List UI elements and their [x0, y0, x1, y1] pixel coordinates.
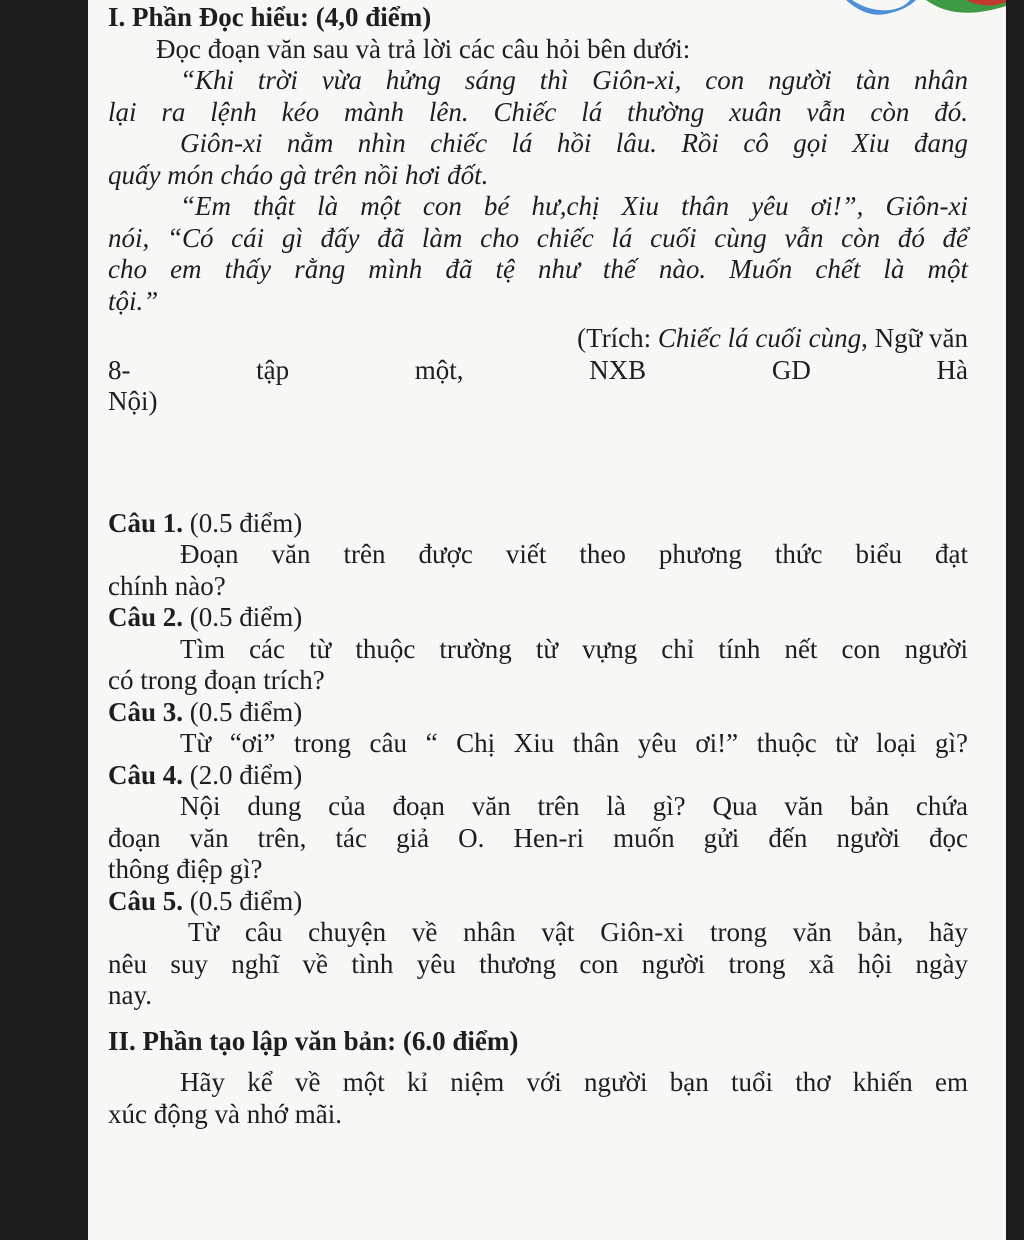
- question-5: [108, 886, 968, 1012]
- source-citation: [108, 323, 968, 355]
- question-points: (2.0 điểm): [183, 759, 303, 790]
- question-text: chính nào?: [108, 570, 226, 601]
- source-word: GD: [771, 354, 811, 385]
- question-2: [108, 602, 968, 697]
- source-word: NXB: [589, 354, 647, 385]
- question-text: đoạn văn trên, tác giả O. Hen-ri muốn gửi đến người đọc: [108, 822, 968, 853]
- question-text: Từ “ơi” trong câu “ Chị Xiu thân yêu ơi!” thuộc từ loại gì?: [180, 728, 968, 758]
- question-text: Đoạn văn trên được viết theo phương thức biểu đạt: [180, 539, 968, 569]
- question-text: Tìm các từ thuộc trường từ vựng chỉ tính nết con người: [180, 633, 968, 664]
- question-points: (0.5 điểm): [183, 696, 303, 727]
- question-label: Câu 1.: [108, 507, 184, 538]
- passage-line: lại ra lệnh kéo mành lên. Chiếc lá thường xuân vẫn còn đó.: [108, 96, 968, 127]
- reading-passage: [108, 65, 968, 317]
- document-page: [88, 0, 1006, 1240]
- passage-line: quấy món cháo gà trên nồi hơi đốt.: [108, 159, 489, 190]
- part2-task: Hãy kể về một kỉ niệm với người bạn tuổi thơ khiến em: [180, 1067, 968, 1097]
- instruction-text: Đọc đoạn văn sau và trả lời các câu hỏi bên dưới:: [156, 33, 691, 64]
- source-suffix: , Ngữ văn: [861, 323, 968, 353]
- passage-line: Giôn-xi nằm nhìn chiếc lá hồi lâu. Rồi cô gọi Xiu đang: [180, 128, 968, 158]
- source-word: Hà: [936, 354, 968, 385]
- question-1: [108, 508, 968, 603]
- passage-line: “Khi trời vừa hửng sáng thì Giôn-xi, con người tàn nhân: [180, 65, 968, 95]
- question-label: Câu 5.: [108, 885, 184, 916]
- question-label: Câu 3.: [108, 696, 184, 727]
- part2-task: xúc động và nhớ mãi.: [108, 1098, 342, 1129]
- passage-line: cho em thấy rằng mình đã tệ như thế nào. Muốn chết là một: [108, 254, 968, 284]
- question-text: nêu suy nghĩ về tình yêu thương con người trong xã hội ngày: [108, 948, 968, 979]
- question-text: có trong đoạn trích?: [108, 665, 325, 695]
- question-points: (0.5 điểm): [183, 602, 303, 632]
- passage-line: “Em thật là một con bé hư,chị Xiu thân yêu ơi!”, Giôn-xi: [180, 191, 968, 221]
- question-points: (0.5 điểm): [183, 885, 303, 916]
- question-text: nay.: [108, 980, 152, 1010]
- question-text: Từ câu chuyện về nhân vật Giôn-xi trong văn bản, hãy: [188, 917, 968, 947]
- question-label: Câu 2.: [108, 602, 184, 632]
- question-text: thông điệp gì?: [108, 854, 263, 884]
- question-4: [108, 760, 968, 886]
- source-citation-line3: Nội): [108, 386, 158, 416]
- document-text: [108, 0, 968, 1130]
- source-prefix: (Trích:: [577, 323, 658, 353]
- question-label: Câu 4.: [108, 759, 184, 790]
- part1-heading: I. Phần Đọc hiểu: (4,0 điểm): [108, 2, 432, 32]
- passage-line: nói, “Có cái gì đấy đã làm cho chiếc lá cuối cùng vẫn còn đó để: [108, 222, 968, 253]
- passage-line: tội.”: [108, 285, 159, 316]
- source-word: một,: [414, 354, 464, 385]
- question-points: (0.5 điểm): [183, 507, 303, 538]
- part2-heading: II. Phần tạo lập văn bản: (6.0 điểm): [108, 1025, 519, 1056]
- source-word: tập: [256, 354, 290, 385]
- question-3: [108, 697, 968, 760]
- source-title: Chiếc lá cuối cùng: [657, 323, 862, 353]
- source-citation-line2: [108, 355, 968, 387]
- question-text: Nội dung của đoạn văn trên là gì? Qua văn bản chứa: [180, 791, 968, 821]
- source-word: 8-: [108, 354, 131, 385]
